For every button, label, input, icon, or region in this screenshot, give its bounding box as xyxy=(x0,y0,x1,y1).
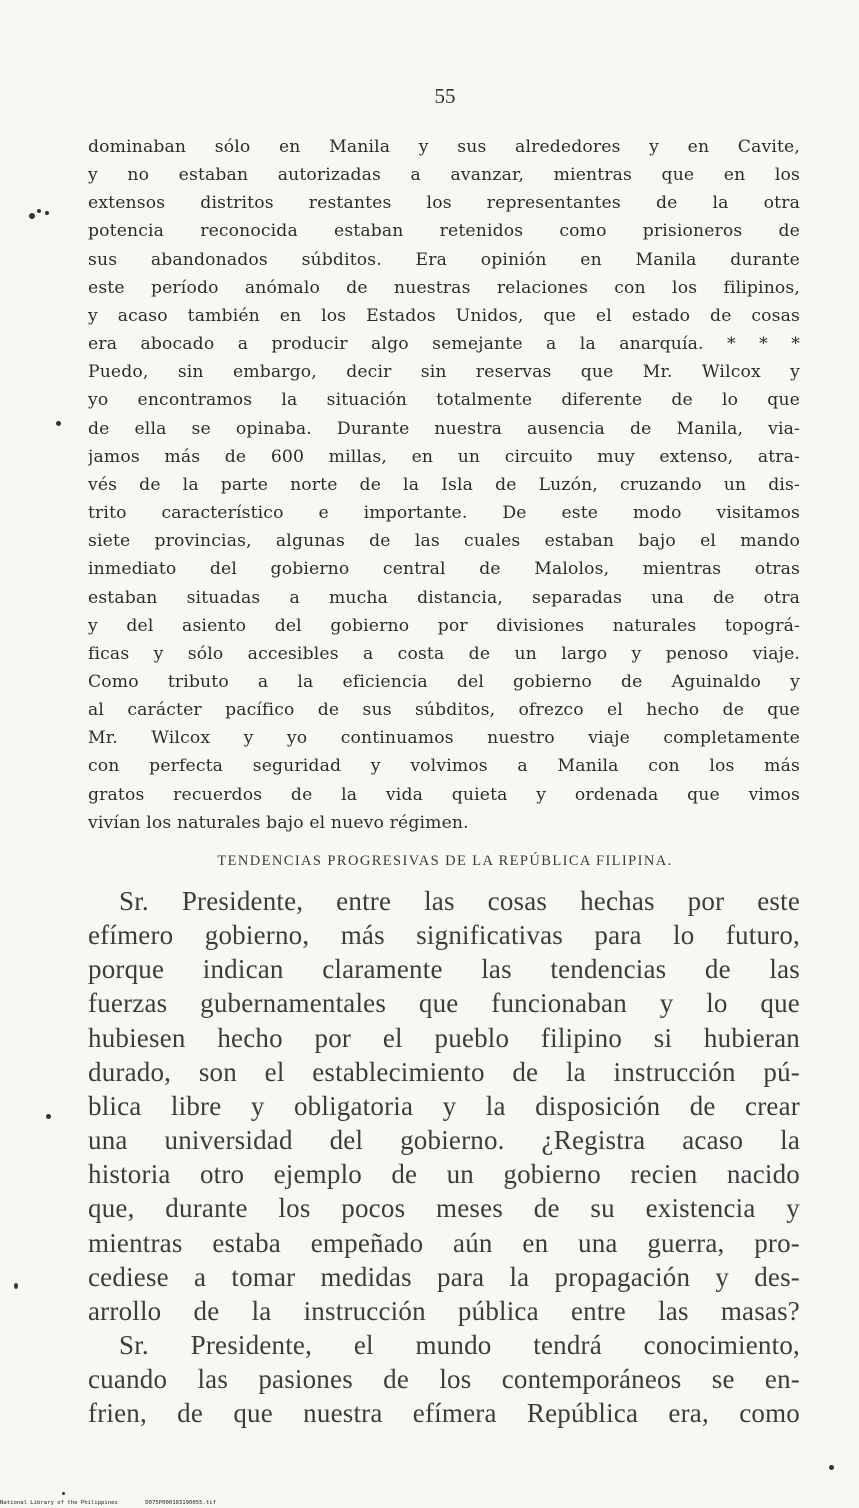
body-paragraph-large xyxy=(88,884,800,1431)
text-line: Puedo, sin embargo, decir sin reservas que Mr. Wilcox y xyxy=(88,362,800,383)
scan-speck xyxy=(56,421,61,426)
text-line: Sr. Presidente, el mundo tendrá conocimiento, xyxy=(119,1330,800,1361)
text-line: mientras estaba empeñado aún en una guerra, pro- xyxy=(88,1227,800,1258)
text-line: blica libre y obligatoria y la disposición de crear xyxy=(88,1090,800,1121)
body-paragraph-small xyxy=(88,133,800,837)
page-number: 55 xyxy=(434,84,456,108)
text-line: potencia reconocida estaban retenidos como prisioneros de xyxy=(88,221,800,242)
text-line: trito característico e importante. De este modo visitamos xyxy=(88,503,800,524)
text-line: efímero gobierno, más significativas para lo futuro, xyxy=(88,920,800,951)
text-line: jamos más de 600 millas, en un circuito muy extenso, atra- xyxy=(88,446,800,467)
text-line: ficas y sólo accesibles a costa de un largo y penoso viaje. xyxy=(88,643,800,664)
text-line: durado, son el establecimiento de la instrucción pú- xyxy=(88,1056,800,1087)
text-line: porque indican claramente las tendencias de las xyxy=(88,954,800,985)
footer-source: National Library of the Philippines xyxy=(0,1500,118,1506)
text-line: vés de la parte norte de la Isla de Luzón, cruzando un dis- xyxy=(88,474,800,495)
text-line: Mr. Wilcox y yo continuamos nuestro viaje completamente xyxy=(88,728,800,749)
text-line: al carácter pacífico de sus súbditos, ofrezco el hecho de que xyxy=(88,700,800,721)
text-line: con perfecta seguridad y volvimos a Manila con los más xyxy=(88,756,800,777)
text-line: yo encontramos la situación totalmente diferente de lo que xyxy=(88,390,800,411)
scan-speck xyxy=(29,213,35,219)
text-line: inmediato del gobierno central de Malolos, mientras otras xyxy=(88,559,800,580)
text-line: vivían los naturales bajo el nuevo régimen. xyxy=(88,812,469,833)
text-line: fuerzas gubernamentales que funcionaban y lo que xyxy=(88,988,800,1019)
scan-speck xyxy=(45,211,49,215)
text-line: extensos distritos restantes los representantes de la otra xyxy=(88,193,800,214)
scan-speck xyxy=(829,1465,834,1470)
text-line: y del asiento del gobierno por divisiones naturales topográ- xyxy=(88,615,800,636)
text-line: Sr. Presidente, entre las cosas hechas por este xyxy=(119,886,800,916)
text-line: siete provincias, algunas de las cuales estaban bajo el mando xyxy=(88,531,800,552)
text-line: de ella se opinaba. Durante nuestra ausencia de Manila, via- xyxy=(88,418,800,439)
text-line: hubiesen hecho por el pueblo filipino si hubieran xyxy=(88,1022,800,1053)
scan-speck xyxy=(14,1283,18,1289)
text-line: estaban situadas a mucha distancia, separadas una de otra xyxy=(88,587,800,608)
text-line: una universidad del gobierno. ¿Registra acaso la xyxy=(88,1125,800,1156)
footer-filename: D075P000103190055.tif xyxy=(145,1500,216,1506)
text-line: cediese a tomar medidas para la propagación y des- xyxy=(88,1261,800,1292)
text-line: dominaban sólo en Manila y sus alrededores y en Cavite, xyxy=(88,137,800,157)
text-line: y acaso también en los Estados Unidos, que el estado de cosas xyxy=(88,305,800,326)
text-line: era abocado a producir algo semejante a la anarquía. * * * xyxy=(88,334,800,355)
text-line: gratos recuerdos de la vida quieta y ordenada que vimos xyxy=(88,784,800,805)
text-line: que, durante los pocos meses de su existencia y xyxy=(88,1193,800,1224)
text-line: frien, de que nuestra efímera República era, como xyxy=(88,1398,800,1429)
text-line: sus abandonados súbditos. Era opinión en Manila durante xyxy=(88,249,800,270)
text-line: cuando las pasiones de los contemporáneos se en- xyxy=(88,1364,800,1395)
text-line: historia otro ejemplo de un gobierno recien nacido xyxy=(88,1159,800,1190)
text-line: Como tributo a la eficiencia del gobierno de Aguinaldo y xyxy=(88,671,800,692)
scan-speck xyxy=(46,1114,51,1119)
section-heading: TENDENCIAS PROGRESIVAS DE LA REPÚBLICA FILIPINA. xyxy=(217,853,673,869)
text-line: este período anómalo de nuestras relaciones con los filipinos, xyxy=(88,277,800,298)
scan-speck xyxy=(37,209,41,213)
scan-footer xyxy=(0,1500,240,1506)
text-line: y no estaban autorizadas a avanzar, mientras que en los xyxy=(88,165,800,186)
scan-speck xyxy=(62,1492,65,1495)
text-line: arrollo de la instrucción pública entre las masas? xyxy=(88,1295,800,1326)
